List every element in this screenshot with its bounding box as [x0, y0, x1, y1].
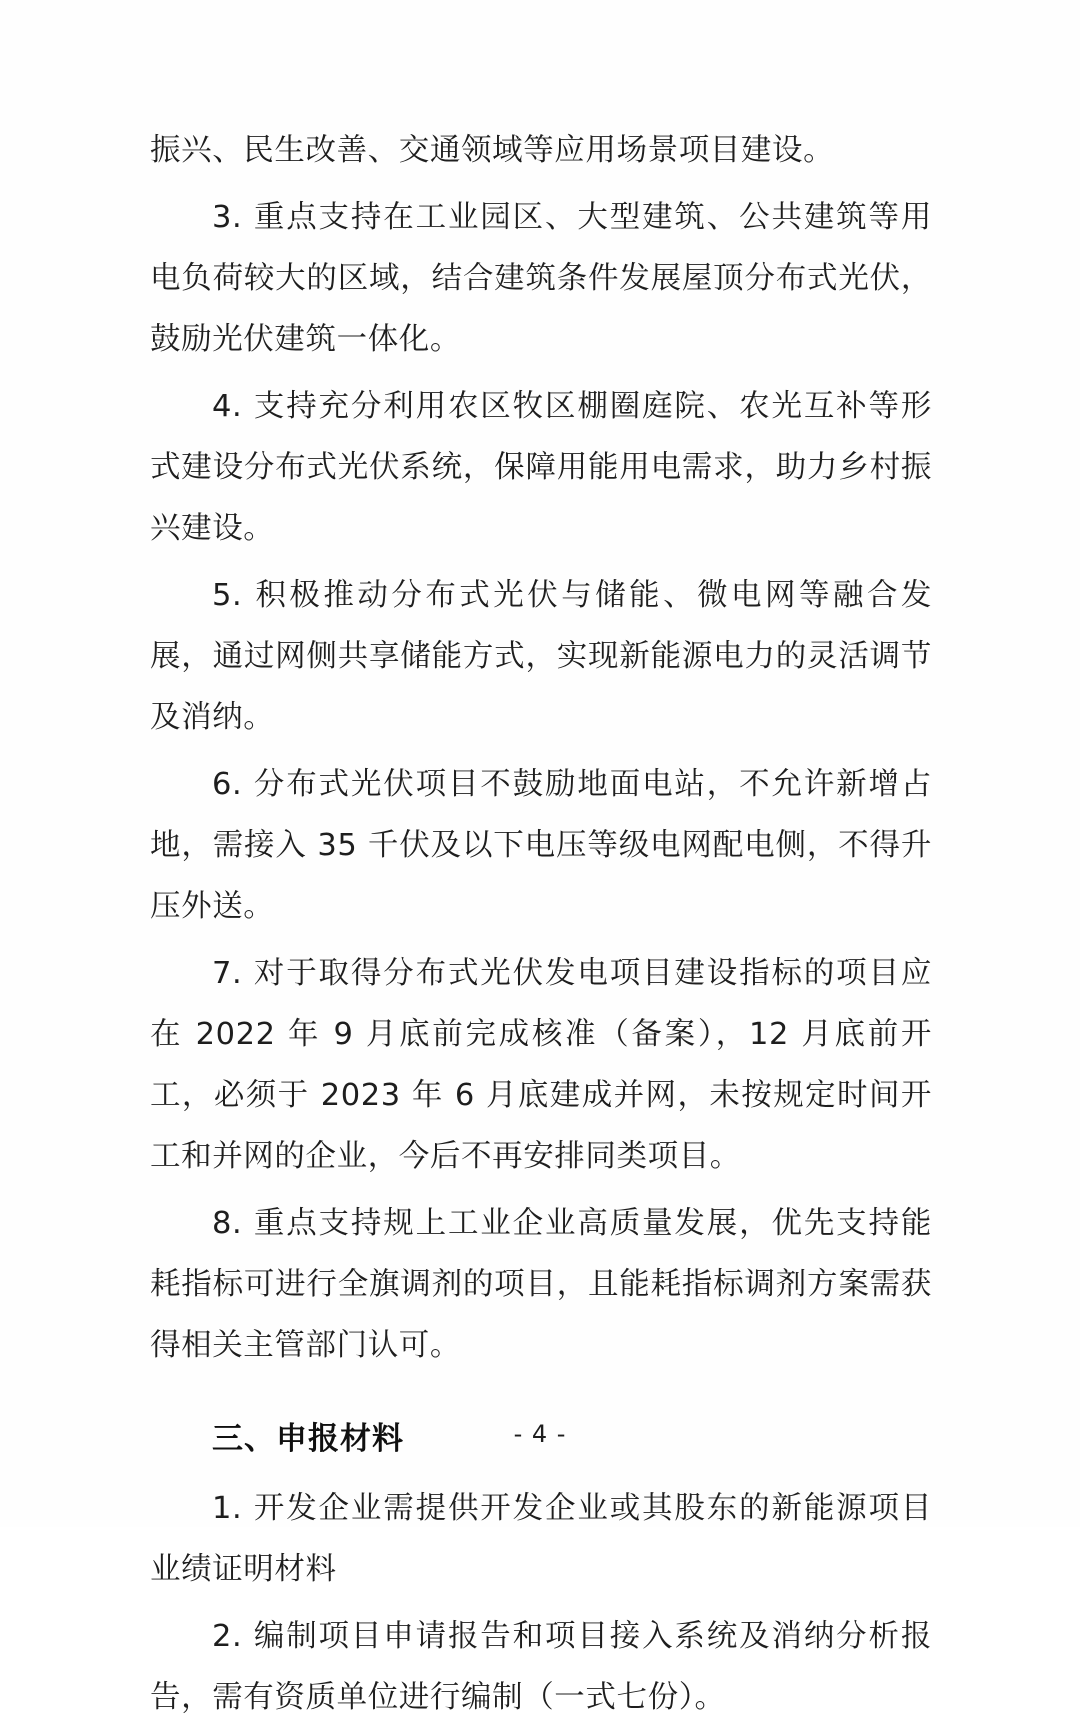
document-body: [150, 120, 932, 1734]
list-item-4: 4. 支持充分利用农区牧区棚圈庭院、农光互补等形式建设分布式光伏系统，保障用能用电需求，助力乡村振兴建设。: [150, 389, 932, 546]
material-item-2: 2. 编制项目申请报告和项目接入系统及消纳分析报告，需有资质单位进行编制（一式七份）。: [150, 1619, 932, 1715]
list-item-3: 3. 重点支持在工业园区、大型建筑、公共建筑等用电负荷较大的区域，结合建筑条件发展屋顶分布式光伏，鼓励光伏建筑一体化。: [150, 200, 932, 357]
section-heading: 三、申报材料: [212, 1421, 404, 1457]
list-item-7: 7. 对于取得分布式光伏发电项目建设指标的项目应在 2022 年 9 月底前完成核准（备案），12 月底前开工，必须于 2023 年 6 月底建成并网，未按规定时间开工和并网的企业，今后不再安排同类项目。: [150, 956, 932, 1174]
paragraph-continued: 振兴、民生改善、交通领域等应用场景项目建设。: [150, 133, 835, 168]
list-item-5: 5. 积极推动分布式光伏与储能、微电网等融合发展，通过网侧共享储能方式，实现新能源电力的灵活调节及消纳。: [150, 578, 932, 735]
material-item-1: 1. 开发企业需提供开发企业或其股东的新能源项目业绩证明材料: [150, 1491, 932, 1587]
list-item-8: 8. 重点支持规上工业企业高质量发展，优先支持能耗指标可进行全旗调剂的项目，且能耗指标调剂方案需获得相关主管部门认可。: [150, 1206, 932, 1363]
page-number: - 4 -: [513, 1420, 567, 1448]
list-item-6: 6. 分布式光伏项目不鼓励地面电站，不允许新增占地，需接入 35 千伏及以下电压等级电网配电侧，不得升压外送。: [150, 767, 932, 924]
